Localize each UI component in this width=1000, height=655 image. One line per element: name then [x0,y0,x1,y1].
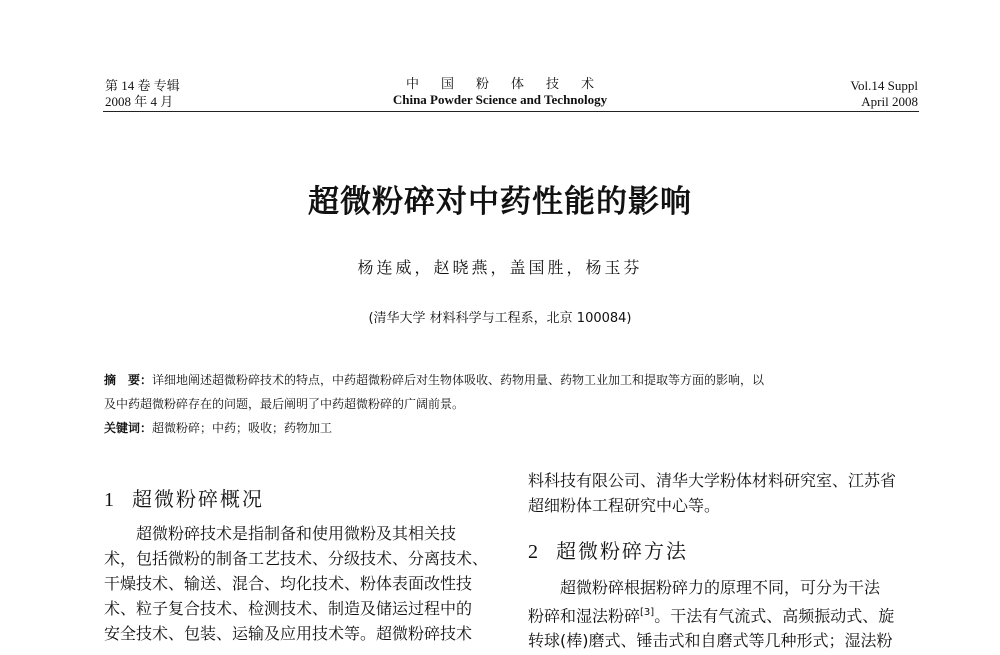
abstract-line-2: 及中药超微粉碎存在的问题，最后阐明了中药超微粉碎的广阔前景。 [104,397,465,411]
keywords-label: 关键词： [104,421,153,435]
journal-volume-line: 第 14 卷 专辑 [105,78,180,93]
journal-name-en: China Powder Science and Technology [392,92,608,107]
section-1-title: 超微粉碎概况 [132,487,264,511]
paragraph-line: 超微粉碎根据粉碎力的原理不同，可分为干法 [560,578,881,597]
section-2-number: 2 [528,541,538,563]
paper-authors: 杨连威，赵晓燕，盖国胜，杨玉芬 [357,258,643,277]
paragraph-line: 术，包括微粉的制备工艺技术、分级技术、分离技术、 [104,549,489,568]
paragraph-line: 干燥技术、输送、混合、均化技术、粉体表面改性技 [104,574,473,593]
abstract [104,368,919,416]
paragraph-line: 料科技有限公司、清华大学粉体材料研究室、江苏省 [528,471,897,490]
paragraph-line: 安全技术、包装、运输及应用技术等。超微粉碎技术 [104,624,473,643]
paragraph-text: 。干法有气流式、高频振动式、旋 [654,606,895,626]
paper-title: 超微粉碎对中药性能的影响 [308,184,692,220]
journal-volume-en-line: Vol.14 Suppl [850,78,918,93]
section-2-title: 超微粉碎方法 [556,539,688,563]
journal-date-line: 2008 年 4 月 [105,94,174,109]
journal-volume-en [850,78,918,110]
journal-date-en-line: April 2008 [861,94,918,109]
author-affiliation: (清华大学 材料科学与工程系，北京 100084) [368,311,632,326]
paragraph-line: 术、粒子复合技术、检测技术、制造及储运过程中的 [104,599,473,618]
journal-name-cn: 中国粉体技术 [405,76,616,91]
header-divider [103,111,919,112]
section-1-number: 1 [104,489,114,511]
paragraph-line: 超细粉体工程研究中心等。 [528,496,721,515]
section-1-paragraph [104,521,496,646]
section-1-heading [104,483,264,512]
paragraph-line: 转球(棒)磨式、锤击式和自磨式等几种形式；湿法粉 [528,631,893,651]
keywords-text: 超微粉碎；中药；吸收；药物加工 [152,421,333,435]
section-2-heading [528,535,688,564]
citation-ref[interactable]: [3] [640,607,655,618]
section-2-paragraph [528,575,920,653]
keywords [104,419,332,436]
paragraph-line [528,600,920,628]
paragraph-text: 粉碎和湿法粉碎 [528,606,641,626]
abstract-label: 摘 要： [104,373,153,387]
abstract-line-1: 详细地阐述超微粉碎技术的特点，中药超微粉碎后对生物体吸收、药物用量、药物工业加工和提取等方面的影响，以 [152,373,765,387]
paragraph-line: 超微粉碎技术是指制备和使用微粉及其相关技 [136,524,457,543]
right-column-continuation [528,468,920,518]
